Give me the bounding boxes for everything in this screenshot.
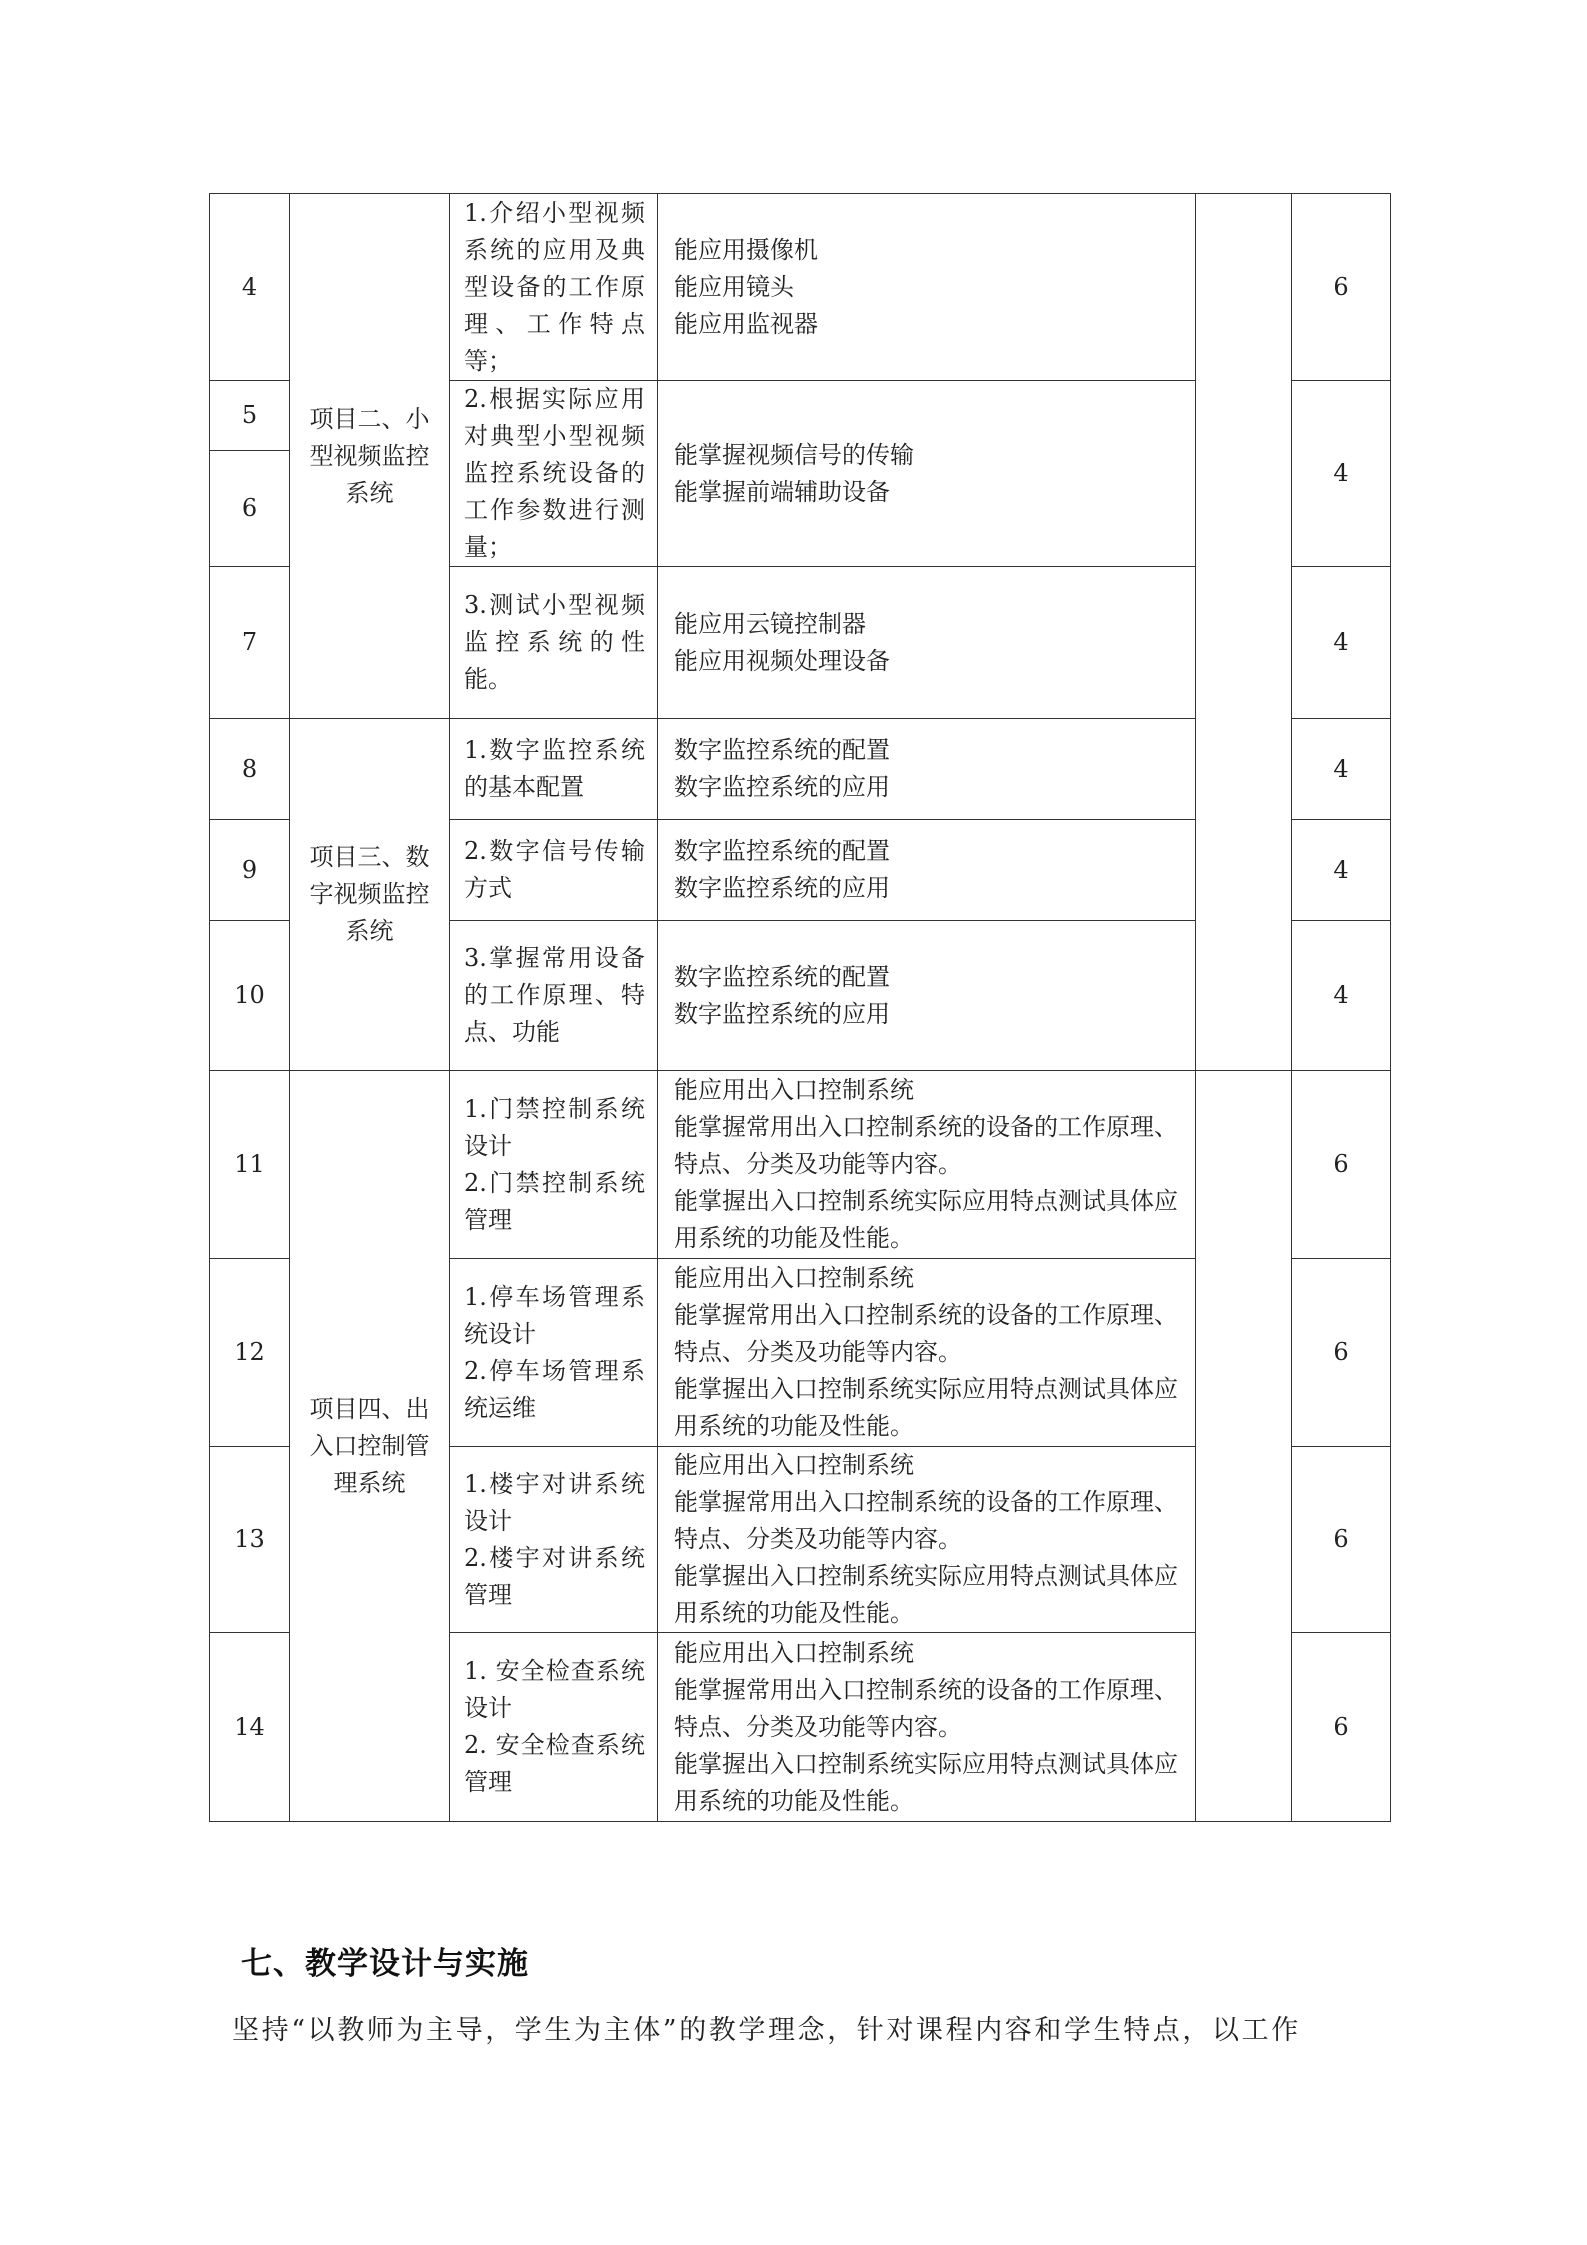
hours-cell: 6 bbox=[1292, 194, 1391, 381]
hours-cell: 4 bbox=[1292, 567, 1391, 719]
task-cell bbox=[450, 1259, 658, 1447]
ability-cell bbox=[658, 1259, 1196, 1447]
ability-line: 数字监控系统的配置 bbox=[674, 962, 890, 991]
task-line: 1.数字监控系统的基本配置 bbox=[464, 736, 645, 801]
table-row bbox=[210, 194, 1391, 381]
row-number: 14 bbox=[210, 1633, 290, 1822]
ability-line: 能掌握出入口控制系统实际应用特点测试具体应用系统的功能及性能。 bbox=[674, 1749, 1178, 1815]
ability-line: 能应用出入口控制系统 bbox=[674, 1638, 914, 1667]
task-line: 1.停车场管理系统设计 bbox=[464, 1282, 645, 1348]
row-number: 8 bbox=[210, 719, 290, 820]
ability-line: 能应用摄像机 bbox=[674, 235, 818, 264]
curriculum-table bbox=[209, 193, 1391, 1822]
hours-cell: 4 bbox=[1292, 719, 1391, 820]
ability-cell bbox=[658, 381, 1196, 567]
task-line: 1.门禁控制系统设计 bbox=[464, 1094, 645, 1160]
task-line: 3.掌握常用设备的工作原理、特点、功能 bbox=[464, 944, 645, 1046]
task-cell bbox=[450, 1447, 658, 1633]
ability-line: 能掌握常用出入口控制系统的设备的工作原理、特点、分类及功能等内容。 bbox=[674, 1113, 1178, 1178]
task-cell bbox=[450, 194, 658, 381]
row-number: 5 bbox=[210, 381, 290, 451]
ability-cell bbox=[658, 820, 1196, 921]
ability-line: 能掌握常用出入口控制系统的设备的工作原理、特点、分类及功能等内容。 bbox=[674, 1675, 1178, 1741]
ability-cell bbox=[658, 719, 1196, 820]
task-cell bbox=[450, 1633, 658, 1822]
task-line: 2. 安全检查系统管理 bbox=[464, 1731, 645, 1796]
ability-line: 能应用监视器 bbox=[674, 309, 818, 338]
row-number: 13 bbox=[210, 1447, 290, 1633]
task-cell bbox=[450, 567, 658, 719]
ability-cell bbox=[658, 194, 1196, 381]
task-cell bbox=[450, 381, 658, 567]
task-line: 2.根据实际应用对典型小型视频监控系统设备的工作参数进行测量； bbox=[464, 385, 645, 561]
task-line: 2.数字信号传输方式 bbox=[464, 837, 645, 902]
hours-cell: 6 bbox=[1292, 1633, 1391, 1822]
task-line: 1. 安全检查系统设计 bbox=[464, 1657, 645, 1722]
row-number: 9 bbox=[210, 820, 290, 921]
body-paragraph: 坚持“以教师为主导，学生为主体”的教学理念，针对课程内容和学生特点，以工作 bbox=[232, 2015, 1301, 2046]
ability-cell bbox=[658, 921, 1196, 1071]
task-cell bbox=[450, 719, 658, 820]
task-line: 2.停车场管理系统运维 bbox=[464, 1356, 645, 1422]
ability-line: 能应用出入口控制系统 bbox=[674, 1264, 914, 1292]
hours-cell: 6 bbox=[1292, 1259, 1391, 1447]
ability-line: 能掌握出入口控制系统实际应用特点测试具体应用系统的功能及性能。 bbox=[674, 1187, 1178, 1252]
ability-line: 能应用云镜控制器 bbox=[674, 609, 866, 638]
ability-line: 能掌握常用出入口控制系统的设备的工作原理、特点、分类及功能等内容。 bbox=[674, 1488, 1178, 1553]
ability-line: 数字监控系统的应用 bbox=[674, 999, 890, 1028]
ability-line: 能掌握常用出入口控制系统的设备的工作原理、特点、分类及功能等内容。 bbox=[674, 1301, 1178, 1366]
blank-column-cell bbox=[1196, 1071, 1292, 1822]
ability-line: 能掌握视频信号的传输 bbox=[674, 440, 914, 469]
row-number: 10 bbox=[210, 921, 290, 1071]
project-name: 项目四、出入口控制管理系统 bbox=[290, 1071, 450, 1822]
ability-cell bbox=[658, 1071, 1196, 1259]
task-cell bbox=[450, 921, 658, 1071]
ability-cell bbox=[658, 1633, 1196, 1822]
row-number: 4 bbox=[210, 194, 290, 381]
ability-line: 能掌握出入口控制系统实际应用特点测试具体应用系统的功能及性能。 bbox=[674, 1375, 1178, 1440]
ability-line: 能应用出入口控制系统 bbox=[674, 1076, 914, 1104]
ability-line: 数字监控系统的应用 bbox=[674, 874, 890, 902]
row-number: 12 bbox=[210, 1259, 290, 1447]
ability-line: 能应用镜头 bbox=[674, 272, 794, 301]
row-number: 6 bbox=[210, 450, 290, 566]
task-line: 2.楼宇对讲系统管理 bbox=[464, 1543, 645, 1609]
task-line: 1.楼宇对讲系统设计 bbox=[464, 1469, 645, 1535]
ability-line: 数字监控系统的应用 bbox=[674, 773, 890, 801]
blank-column-cell bbox=[1196, 194, 1292, 1071]
hours-cell: 4 bbox=[1292, 921, 1391, 1071]
task-cell bbox=[450, 820, 658, 921]
ability-line: 数字监控系统的配置 bbox=[674, 736, 890, 764]
ability-line: 能应用视频处理设备 bbox=[674, 646, 890, 675]
row-number: 7 bbox=[210, 567, 290, 719]
section-heading: 七、教学设计与实施 bbox=[241, 1946, 529, 1982]
hours-cell: 6 bbox=[1292, 1447, 1391, 1633]
hours-cell: 4 bbox=[1292, 381, 1391, 567]
hours-cell: 6 bbox=[1292, 1071, 1391, 1259]
task-cell bbox=[450, 1071, 658, 1259]
ability-line: 数字监控系统的配置 bbox=[674, 837, 890, 865]
project-name: 项目二、小型视频监控系统 bbox=[290, 194, 450, 719]
project-name: 项目三、数字视频监控系统 bbox=[290, 719, 450, 1071]
task-line: 2.门禁控制系统管理 bbox=[464, 1168, 645, 1234]
row-number: 11 bbox=[210, 1071, 290, 1259]
ability-line: 能掌握前端辅助设备 bbox=[674, 477, 890, 506]
ability-cell bbox=[658, 1447, 1196, 1633]
hours-cell: 4 bbox=[1292, 820, 1391, 921]
ability-cell bbox=[658, 567, 1196, 719]
ability-line: 能掌握出入口控制系统实际应用特点测试具体应用系统的功能及性能。 bbox=[674, 1562, 1178, 1627]
ability-line: 能应用出入口控制系统 bbox=[674, 1451, 914, 1479]
task-line: 3.测试小型视频监控系统的性能。 bbox=[464, 591, 645, 693]
table-row bbox=[210, 1071, 1391, 1259]
task-line: 1.介绍小型视频系统的应用及典型设备的工作原理、工作特点等； bbox=[464, 198, 645, 375]
